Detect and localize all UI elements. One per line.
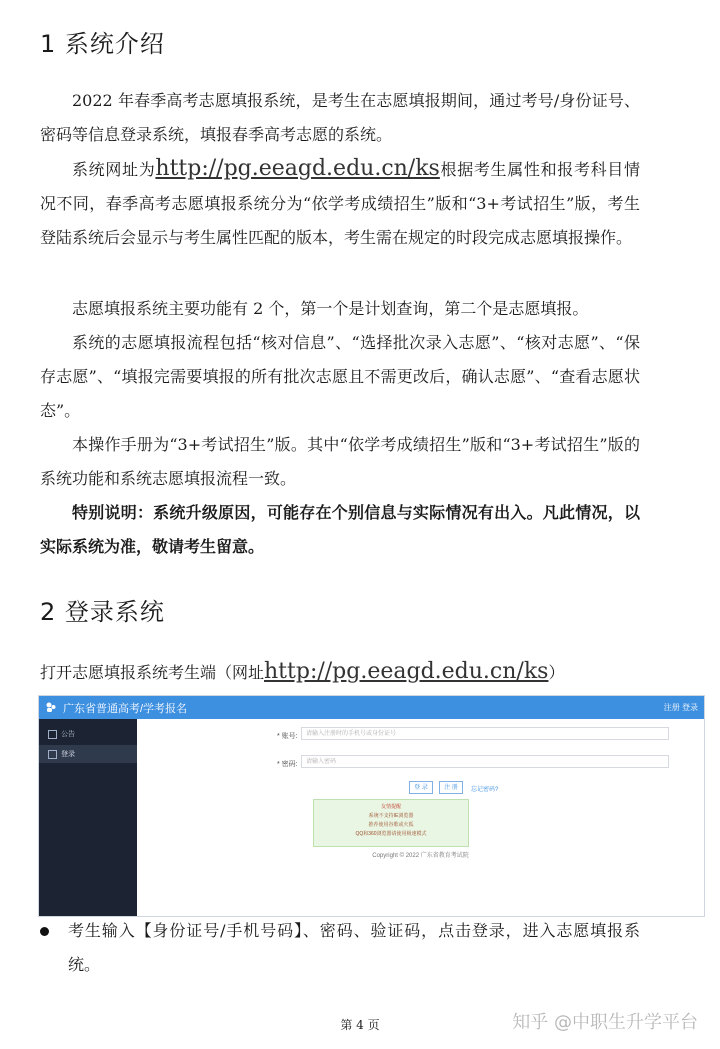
intro-paragraph-4: 系统的志愿填报流程包括“核对信息”、“选择批次录入志愿”、“核对志愿”、“保存志愿”、“填报完需要填报的所有批次志愿且不需更改后，确认志愿”、“查看志愿状态”。: [40, 333, 640, 420]
system-url-link[interactable]: http://pg.eeagd.edu.cn/ks: [155, 156, 440, 181]
app-title: 广东省普通高考/学考报名: [63, 703, 188, 715]
url-prefix-text: 系统网址为: [72, 160, 156, 179]
section-2-heading: 2 登录系统: [40, 598, 165, 626]
intro-paragraph-3: 志愿填报系统主要功能有 2 个，第一个是计划查询，第二个是志愿填报。: [72, 299, 589, 318]
account-label: * 账号:: [277, 733, 298, 740]
register-button[interactable]: 注 册: [439, 781, 463, 794]
account-input[interactable]: 请输入注册时的手机号或身份证号: [301, 727, 669, 740]
bullet-icon: [40, 927, 49, 936]
sidebar-item-label: 公告: [61, 731, 75, 738]
copyright-text: Copyright © 2022 广东省教育考试院: [372, 853, 469, 859]
tip-title: 友情提醒: [380, 804, 401, 810]
login-intro-suffix: ）: [548, 663, 565, 682]
watermark: 知乎 @中职生升学平台: [512, 1012, 698, 1033]
intro-paragraph-1: 2022 年春季高考志愿填报系统，是考生在志愿填报期间，通过考号/身份证号、密码等信息登录系统，填报春季高考志愿的系统。: [40, 91, 640, 144]
login-icon: [48, 750, 57, 759]
url-suffix-text: 根据考生属性和报考科目情况不同，春季高考志愿填报系统分为“依学考成绩招生”版和“3+考试招生”版，考生登陆系统后会显示与考生属性匹配的版本，考生需在规定的时段完成志愿填报操作。: [40, 160, 640, 247]
forgot-password-link[interactable]: 忘记密码?: [471, 787, 499, 793]
app-header: [39, 696, 704, 719]
sidebar-item-announcement[interactable]: [39, 725, 137, 743]
app-logo-icon: [45, 701, 57, 713]
password-label: * 密码:: [277, 761, 298, 768]
password-input[interactable]: 请输入密码: [301, 755, 669, 768]
sidebar-item-label: 登录: [61, 751, 75, 758]
intro-paragraph-5: 本操作手册为“3+考试招生”版。其中“依学考成绩招生”版和“3+考试招生”版的系统功能和系统志愿填报流程一致。: [40, 435, 640, 488]
page-number: 第 4 页: [340, 1018, 380, 1032]
login-intro: [40, 655, 640, 690]
login-intro-prefix: 打开志愿填报系统考生端（网址: [40, 663, 265, 682]
login-instruction: 考生输入【身份证号/手机号码】、密码、验证码，点击登录，进入志愿填报系统。: [68, 921, 640, 974]
tip-line: QQ和360浏览器请使用极速模式: [355, 831, 427, 837]
friendly-tip-box: [313, 799, 469, 847]
special-note: 特别说明：系统升级原因，可能存在个别信息与实际情况有出入。凡此情况，以实际系统为准，敬请考生留意。: [40, 503, 640, 556]
tip-line: 系统不支持IE浏览器: [368, 813, 414, 819]
sidebar-item-login[interactable]: [39, 745, 137, 763]
login-button[interactable]: 登 录: [409, 781, 433, 794]
section-1-heading: 1 系统介绍: [40, 30, 165, 58]
login-screenshot: [38, 695, 705, 917]
sidebar: [39, 719, 137, 916]
login-url-link[interactable]: http://pg.eeagd.edu.cn/ks: [264, 659, 549, 684]
intro-paragraph-2: [40, 152, 640, 255]
camera-icon: [48, 730, 57, 739]
login-form-area: [137, 719, 704, 916]
register-login-links[interactable]: 注册 登录: [663, 703, 698, 712]
tip-line: 推荐使用谷歌或火狐: [368, 822, 414, 828]
